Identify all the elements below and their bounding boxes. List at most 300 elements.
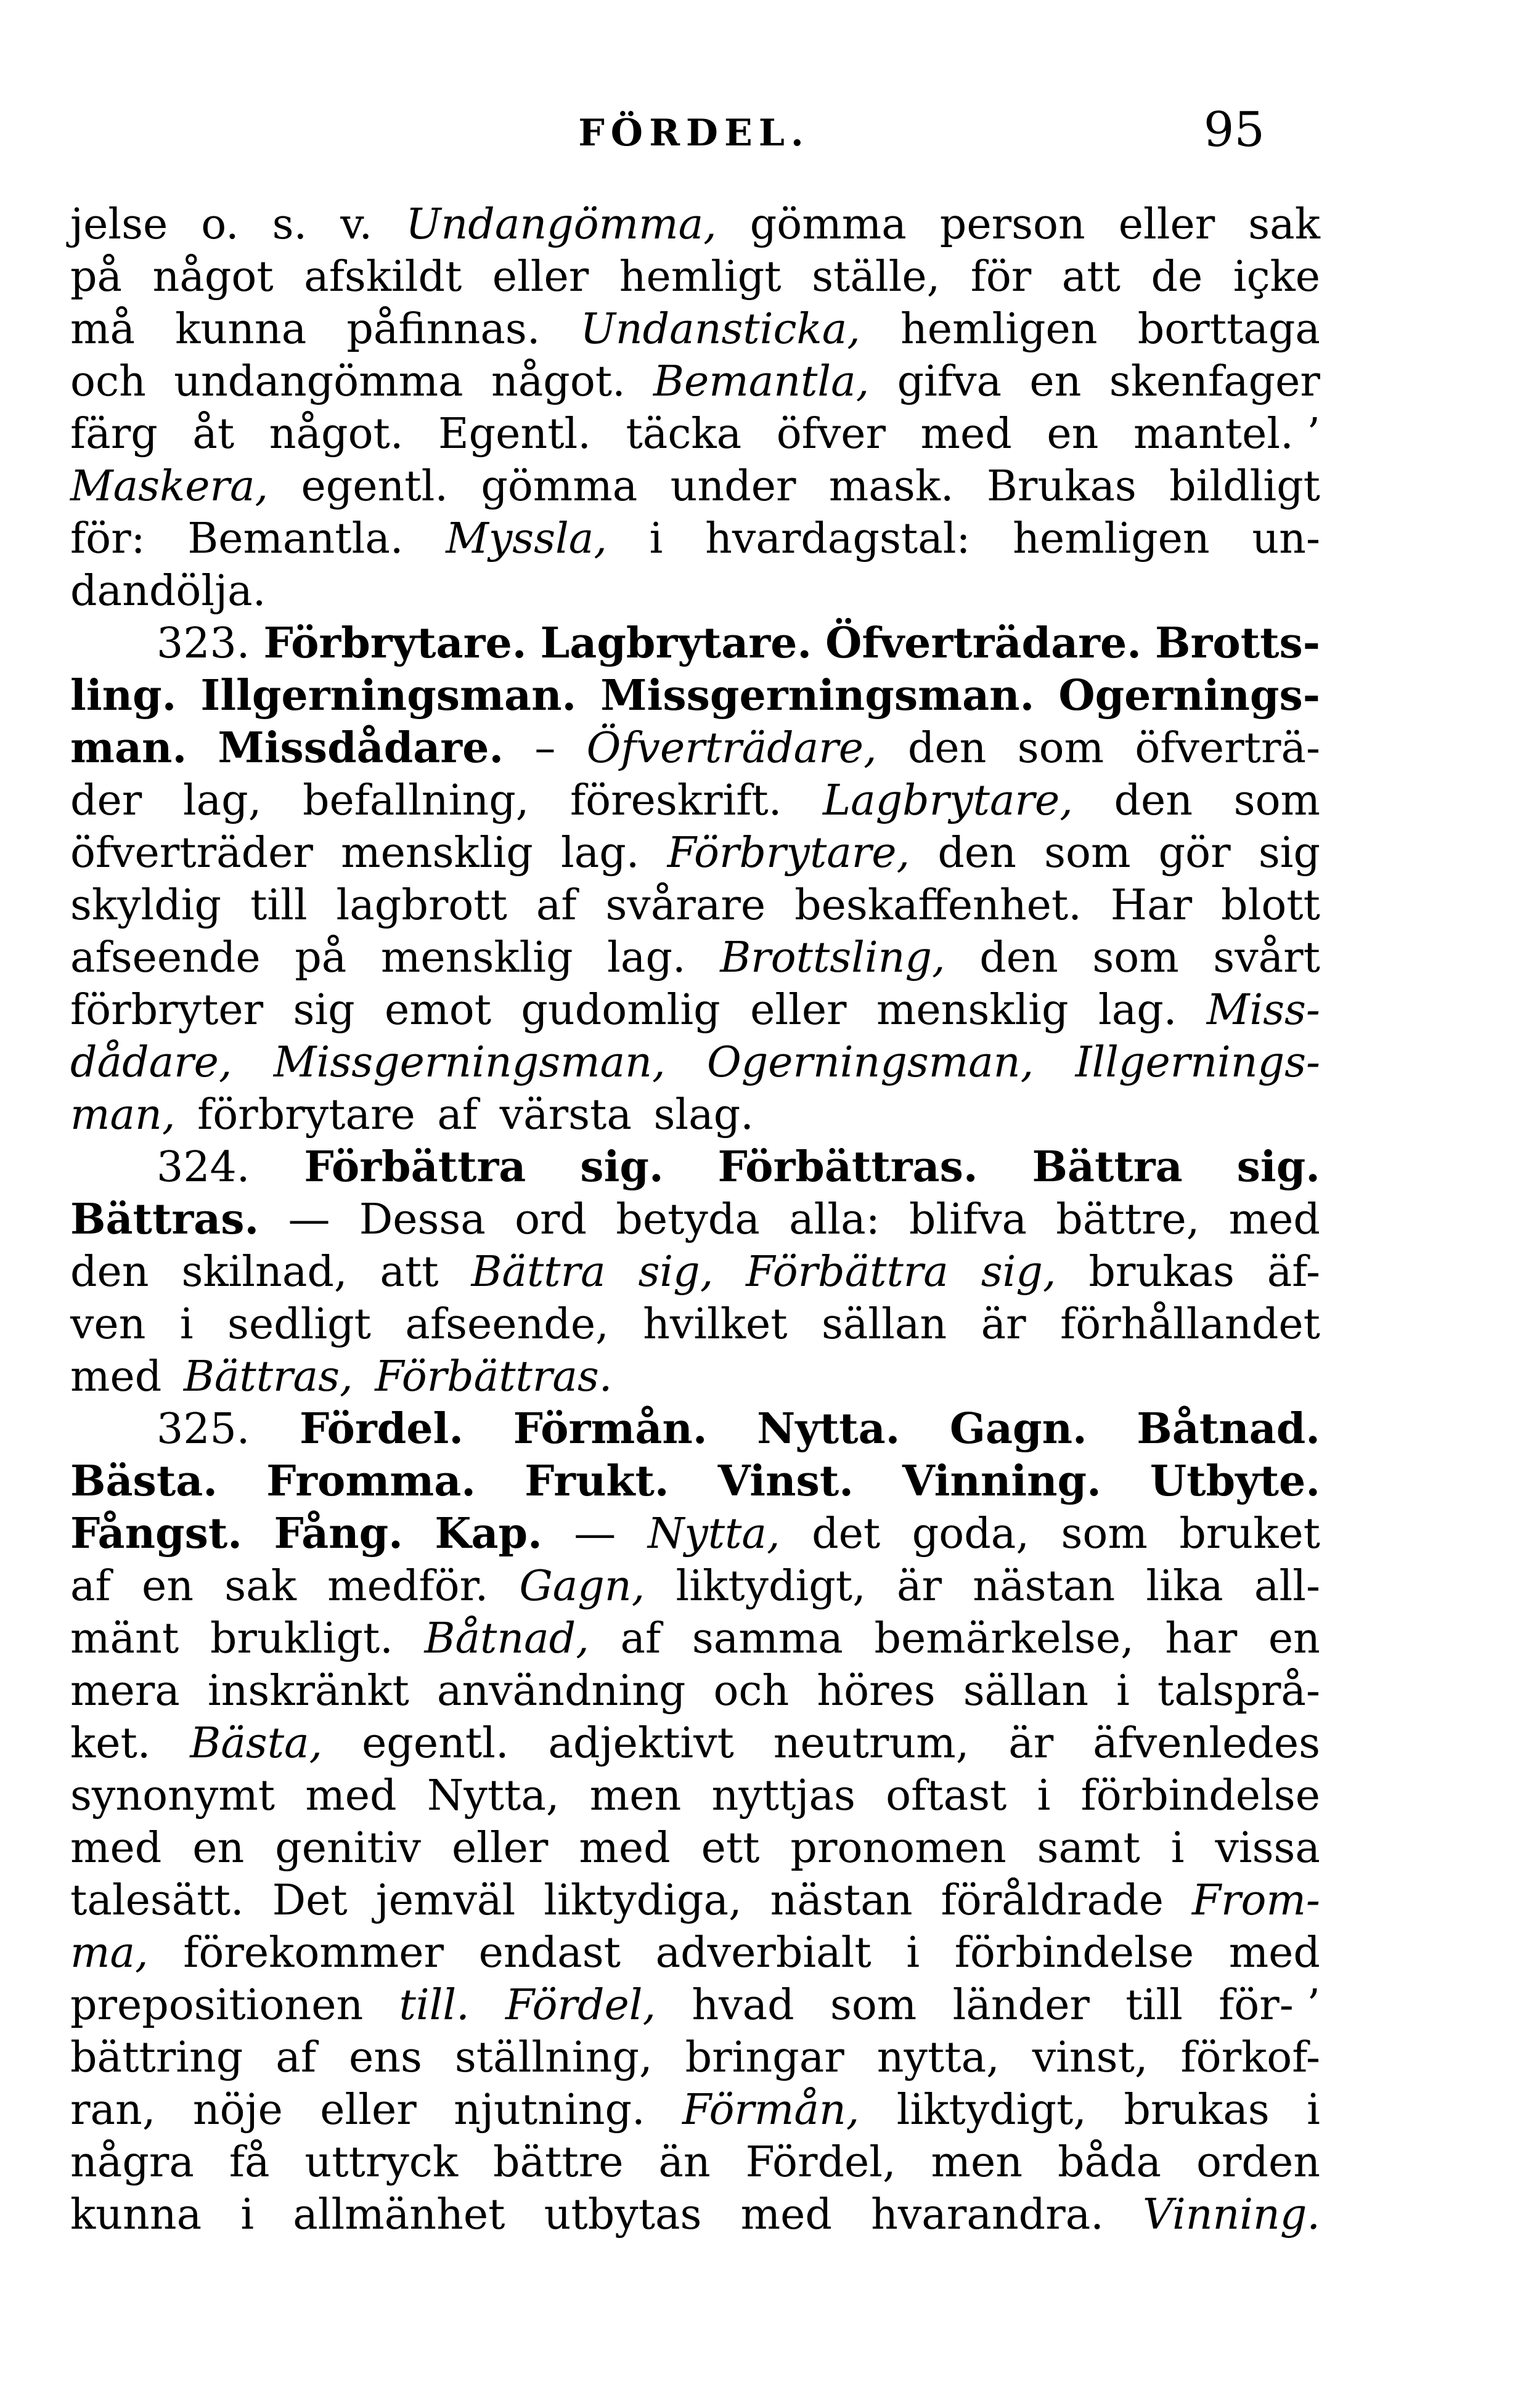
word: brukas — [1088, 1248, 1235, 1296]
text-line — [70, 1613, 1320, 1665]
text-line — [70, 1508, 1320, 1560]
text-line — [70, 1194, 1320, 1246]
word: äf- — [1267, 1248, 1320, 1296]
word: lag. — [560, 829, 640, 877]
word: bättre — [492, 2138, 624, 2187]
text-line — [70, 198, 1320, 251]
word: hvilket — [643, 1300, 788, 1349]
word: Missgerningsman. — [600, 671, 1035, 720]
text-line — [70, 932, 1320, 984]
text-line — [70, 565, 1320, 617]
word: ställe, — [812, 253, 941, 301]
text-line — [70, 879, 1320, 932]
word: med — [740, 2190, 832, 2239]
word: för — [970, 253, 1032, 301]
text-line — [70, 670, 1320, 722]
word: en — [1047, 410, 1099, 458]
word: sak — [1248, 200, 1320, 249]
word: genitiv — [275, 1824, 421, 1873]
word: lag. — [1098, 986, 1177, 1035]
word: afseende, — [405, 1300, 609, 1349]
word: Egentl. — [438, 410, 591, 458]
word: sedligt — [227, 1300, 372, 1349]
word: Fång. — [274, 1509, 403, 1558]
word: i — [906, 1929, 920, 1977]
word: Fördel, — [745, 2138, 896, 2187]
word: ma, — [70, 1929, 149, 1977]
word: Ogernings- — [1058, 671, 1320, 720]
word: afskildt — [304, 253, 462, 301]
word: som — [1092, 934, 1179, 982]
text-segment: dandölja. — [70, 567, 266, 616]
word: brukas — [1124, 2086, 1270, 2134]
word: Miss- — [1206, 986, 1320, 1035]
word: man. — [70, 723, 187, 773]
word: den — [70, 1248, 149, 1296]
word: eller — [320, 2086, 417, 2134]
page-header — [69, 0, 1319, 173]
word: 325. — [157, 1405, 250, 1454]
word: det — [812, 1510, 881, 1558]
word: liktydigt, — [896, 2086, 1087, 2134]
word: medför. — [327, 1562, 489, 1611]
text-line — [70, 1455, 1320, 1508]
word: med — [1228, 1195, 1320, 1244]
word: bruket — [1179, 1510, 1320, 1558]
word: är — [981, 1300, 1026, 1349]
word: som — [1233, 776, 1320, 825]
word: eller — [1118, 200, 1215, 249]
word: en — [192, 1824, 245, 1873]
word: för- ’ — [1219, 1981, 1320, 2030]
word: Bemantla. — [187, 515, 404, 563]
word: Gagn. — [949, 1404, 1087, 1454]
text-line — [70, 1298, 1320, 1351]
word: af — [536, 881, 577, 930]
word: mask. — [828, 462, 954, 511]
word: Vinst. — [717, 1457, 854, 1506]
text-line — [70, 303, 1320, 356]
word: och — [70, 357, 146, 406]
word: mensklig — [341, 829, 533, 877]
word: nytta, — [876, 2033, 1000, 2082]
word: bättring — [70, 2033, 243, 2082]
word: som — [1044, 829, 1131, 877]
word: Vinning. — [1143, 2190, 1320, 2239]
word: i — [240, 2190, 255, 2239]
word: befallning, — [302, 776, 529, 825]
word: uttryck — [304, 2138, 459, 2187]
word: pronomen — [790, 1824, 1006, 1873]
word: Lagbrytare. — [540, 619, 812, 668]
word: ett — [701, 1824, 760, 1873]
word: borttaga — [1137, 305, 1320, 354]
running-title: FÖRDEL. — [578, 112, 810, 155]
word: till — [250, 881, 308, 930]
text-line — [70, 513, 1320, 565]
word: liktydiga, — [544, 1876, 742, 1925]
word: till — [1125, 1981, 1183, 2030]
word: påfinnas. — [346, 305, 541, 354]
word: Dessa — [359, 1195, 486, 1244]
word: – — [534, 724, 556, 773]
word: öfverträder — [70, 829, 313, 877]
word: med — [1228, 1929, 1320, 1977]
word: 323. — [157, 619, 250, 668]
word: Nytta. — [757, 1404, 900, 1454]
word: sig, — [981, 1248, 1056, 1296]
word: gömma — [481, 462, 638, 511]
text-line — [70, 1351, 1320, 1403]
word: brukligt. — [210, 1614, 393, 1663]
word: Nytta, — [427, 1771, 560, 1820]
word: hemligt — [619, 253, 782, 301]
word: som — [1017, 724, 1104, 773]
word: Myssla, — [446, 515, 607, 563]
word: Båtnad, — [424, 1614, 589, 1663]
word: något — [152, 253, 274, 301]
word: allmänhet — [293, 2190, 505, 2239]
text-line — [70, 408, 1320, 460]
word: Förmån, — [682, 2086, 860, 2134]
word: hemligen — [900, 305, 1098, 354]
word: och — [713, 1667, 790, 1715]
word: Missgerningsman, — [273, 1038, 666, 1087]
word: som — [1061, 1510, 1148, 1558]
word: liktydigt, — [676, 1562, 866, 1611]
text-line — [70, 1874, 1320, 1927]
word: af — [276, 2033, 316, 2082]
word: 324. — [157, 1143, 250, 1192]
word: utbytas — [544, 2190, 702, 2239]
word: Maskera, — [70, 462, 269, 511]
word: o. — [201, 200, 239, 249]
text-line — [70, 251, 1320, 303]
text-line — [70, 1089, 1320, 1141]
word: till. — [399, 1981, 470, 2030]
word: i — [1037, 1771, 1051, 1820]
word: mensklig — [876, 986, 1069, 1035]
text-line — [70, 1979, 1320, 2032]
text-segment: Bättras, Förbättras. — [183, 1352, 613, 1401]
word: sig. — [1236, 1142, 1320, 1192]
word: vinst, — [1032, 2033, 1148, 2082]
word: sig, — [638, 1248, 714, 1296]
word: eller — [750, 986, 847, 1035]
word: skyldig — [70, 881, 222, 930]
word: som — [830, 1981, 917, 2030]
word: Nytta, — [647, 1510, 780, 1558]
text-line — [70, 1665, 1320, 1717]
word: mantel. ’ — [1133, 410, 1320, 458]
word: på — [295, 934, 347, 982]
word: färg — [70, 410, 158, 458]
word: skilnad, — [181, 1248, 348, 1296]
word: vissa — [1215, 1824, 1320, 1873]
word: Undangömma, — [406, 200, 717, 249]
text-line — [70, 1560, 1320, 1613]
word: under — [670, 462, 796, 511]
word: förkof- — [1180, 2033, 1320, 2082]
word: mänt — [70, 1614, 179, 1663]
word: From- — [1191, 1876, 1320, 1925]
word: nöje — [192, 2086, 283, 2134]
word: en — [1029, 357, 1082, 406]
word: förbindelse — [954, 1929, 1194, 1977]
word: må — [70, 305, 136, 354]
word: alla: — [789, 1195, 880, 1244]
word: talsprå- — [1157, 1667, 1320, 1715]
word: eller — [451, 1824, 549, 1873]
word: adverbialt — [655, 1929, 872, 1977]
word: Fångst. — [70, 1509, 242, 1558]
word: något. — [269, 410, 404, 458]
word: — — [574, 1510, 616, 1558]
word: s. — [272, 200, 308, 249]
text-line — [70, 460, 1320, 513]
text-line — [70, 1141, 1320, 1194]
word: de — [1151, 253, 1203, 301]
word: förekommer — [183, 1929, 444, 1977]
word: kunna — [175, 305, 307, 354]
word: goda, — [912, 1510, 1029, 1558]
word: inskränkt — [207, 1667, 409, 1715]
word: sig — [293, 986, 355, 1035]
text-segment: med — [70, 1352, 162, 1401]
word: är — [1008, 1719, 1054, 1768]
word: Bättra — [1032, 1142, 1183, 1192]
word: hvad — [692, 1981, 794, 2030]
word: Öfverträdare, — [586, 724, 877, 773]
word: lag. — [607, 934, 686, 982]
word: neutrum, — [773, 1719, 970, 1768]
word: Kap. — [435, 1509, 542, 1558]
text-line — [70, 1036, 1320, 1089]
word: den — [1114, 776, 1193, 825]
word: med — [920, 410, 1012, 458]
word: eller — [492, 253, 589, 301]
word: för: — [70, 515, 145, 563]
text-line — [70, 1770, 1320, 1822]
word: med — [305, 1771, 397, 1820]
word: än — [658, 2138, 711, 2187]
word: Brotts- — [1155, 619, 1320, 668]
word: sig — [1258, 829, 1320, 877]
word: synonymt — [70, 1771, 276, 1820]
word: men — [589, 1771, 682, 1820]
word: användning — [436, 1667, 686, 1715]
text-line — [70, 356, 1320, 408]
word: jelse — [70, 200, 168, 249]
word: den — [979, 934, 1058, 982]
word: i — [1116, 1667, 1130, 1715]
word: mera — [70, 1667, 180, 1715]
word: den — [907, 724, 987, 773]
word: samma — [692, 1614, 843, 1663]
word: sällan — [821, 1300, 947, 1349]
word: ket. — [70, 1719, 151, 1768]
word: bemärkelse, — [874, 1614, 1134, 1663]
word: Frukt. — [525, 1457, 669, 1506]
word: nästan — [973, 1562, 1116, 1611]
text-segment: man, — [70, 1091, 176, 1139]
word: der — [70, 776, 142, 825]
word: Förbättra — [304, 1142, 526, 1192]
word: Bästa. — [70, 1457, 218, 1506]
word: Illgernings- — [1075, 1038, 1320, 1087]
word: v. — [340, 200, 373, 249]
word: nyttjas — [711, 1771, 855, 1820]
word: egentl. — [362, 1719, 509, 1768]
word: Bemantla, — [653, 357, 870, 406]
word: Ogerningsman, — [706, 1038, 1034, 1087]
word: lagbrott — [336, 881, 507, 930]
word: med — [70, 1824, 162, 1873]
text-block — [70, 198, 1320, 2241]
word: Förbrytare, — [667, 829, 910, 877]
word: förbindelse — [1080, 1771, 1320, 1820]
word: egentl. — [301, 462, 448, 511]
word: svårt — [1213, 934, 1320, 982]
word: att — [380, 1248, 439, 1296]
text-line — [70, 2136, 1320, 2189]
word: gömma — [749, 200, 907, 249]
word: Har — [1110, 881, 1193, 930]
word: på — [70, 253, 123, 301]
text-line — [70, 775, 1320, 827]
word: ställning, — [454, 2033, 653, 2082]
word: båda — [1057, 2138, 1162, 2187]
word: samt — [1037, 1824, 1140, 1873]
word: Fördel, — [505, 1981, 656, 2030]
word: i — [179, 1300, 194, 1349]
word: Illgerningsman. — [200, 671, 577, 720]
word: undangömma — [174, 357, 463, 406]
word: öfver — [776, 410, 886, 458]
word: åt — [192, 410, 235, 458]
word: endast — [478, 1929, 621, 1977]
text-line — [70, 2032, 1320, 2084]
word: att — [1061, 253, 1121, 301]
word: betyda — [616, 1195, 760, 1244]
word: Öfverträdare. — [825, 619, 1141, 668]
word: gifva — [897, 357, 1002, 406]
word: nästan — [770, 1876, 913, 1925]
word: Förbrytare. — [263, 619, 527, 668]
word: svårare — [605, 881, 766, 930]
word: skenfager — [1109, 357, 1320, 406]
word: föråldrade — [941, 1876, 1164, 1925]
word: höres — [817, 1667, 936, 1715]
word: hvarandra. — [871, 2190, 1104, 2239]
text-line — [70, 1822, 1320, 1874]
word: sak — [224, 1562, 296, 1611]
word: den — [937, 829, 1016, 877]
word: ens — [348, 2033, 422, 2082]
text-line — [70, 984, 1320, 1036]
word: Förbättras. — [717, 1142, 978, 1192]
word: Brottsling, — [720, 934, 945, 982]
word: hemligen — [1013, 515, 1210, 563]
word: Lagbrytare, — [822, 776, 1073, 825]
word: bringar — [685, 2033, 844, 2082]
word: blifva — [908, 1195, 1027, 1244]
text-line — [70, 722, 1320, 775]
text-line — [70, 1927, 1320, 1979]
word: en — [1268, 1614, 1320, 1663]
word: Bättra — [471, 1248, 606, 1296]
text-line — [70, 617, 1320, 670]
word: täcka — [626, 410, 742, 458]
word: emot — [385, 986, 492, 1035]
word: oftast — [886, 1771, 1007, 1820]
word: gör — [1158, 829, 1231, 877]
word: ven — [70, 1300, 146, 1349]
word: länder — [952, 1981, 1090, 2030]
word: med — [579, 1824, 671, 1873]
word: bildligt — [1169, 462, 1320, 511]
word: Förmån. — [513, 1404, 708, 1454]
page-number: 95 — [1203, 102, 1265, 158]
text-line — [70, 2084, 1320, 2136]
word: adjektivt — [548, 1719, 734, 1768]
word: içke — [1233, 253, 1320, 301]
word: dådare, — [70, 1038, 232, 1087]
word: Vinning. — [902, 1457, 1101, 1506]
word: orden — [1196, 2138, 1320, 2187]
word: gudomlig — [521, 986, 721, 1035]
word: ran, — [70, 2086, 156, 2134]
word: hvardagstal: — [705, 515, 971, 563]
word: Undansticka, — [580, 305, 860, 354]
word: sig. — [580, 1142, 664, 1192]
text-line — [70, 1246, 1320, 1298]
word: öfverträ- — [1135, 724, 1320, 773]
text-line — [70, 1717, 1320, 1770]
word: mensklig — [380, 934, 573, 982]
word: all- — [1254, 1562, 1320, 1611]
word: jemväl — [375, 1876, 516, 1925]
word: talesätt. — [70, 1876, 244, 1925]
word: Förbättra — [746, 1248, 949, 1296]
word: blott — [1221, 881, 1320, 930]
word: en — [141, 1562, 194, 1611]
word: prepositionen — [70, 1981, 364, 2030]
word: Det — [272, 1876, 348, 1925]
word: Utbyte. — [1149, 1457, 1320, 1506]
word: i — [1170, 1824, 1185, 1873]
word: Fromma. — [266, 1457, 476, 1506]
text-line — [70, 1403, 1320, 1455]
word: är — [896, 1562, 942, 1611]
word: afseende — [70, 934, 261, 982]
word: äfvenledes — [1093, 1719, 1320, 1768]
word: lika — [1146, 1562, 1223, 1611]
word: kunna — [70, 2190, 202, 2239]
word: Missdådare. — [218, 723, 504, 773]
word: Båtnad. — [1137, 1404, 1320, 1454]
word: har — [1165, 1614, 1238, 1663]
word: få — [229, 2138, 270, 2187]
word: föreskrift. — [570, 776, 782, 825]
word: i — [649, 515, 663, 563]
word: något. — [491, 357, 626, 406]
word: Brukas — [986, 462, 1137, 511]
word: af — [620, 1614, 661, 1663]
word: Gagn, — [519, 1562, 645, 1611]
word: bättre, — [1056, 1195, 1200, 1244]
word: af — [70, 1562, 111, 1611]
